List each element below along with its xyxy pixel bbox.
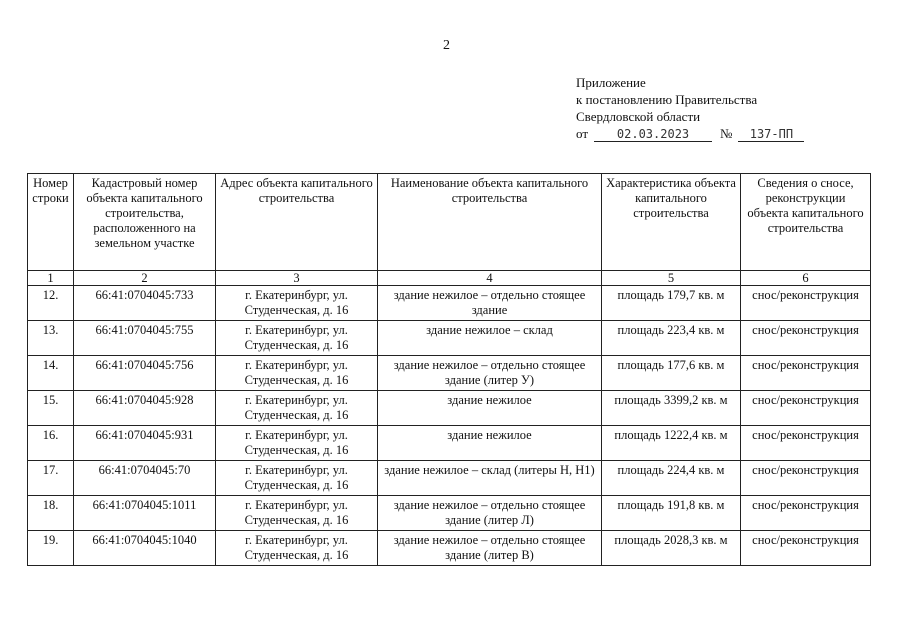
measure-cell: снос/реконструкция (741, 461, 871, 496)
row-number-cell: 15. (28, 391, 74, 426)
table-header-row (28, 174, 871, 271)
address-cell: г. Екатеринбург, ул. Студенческая, д. 16 (216, 461, 378, 496)
table-row (28, 461, 871, 496)
object-name-cell: здание нежилое (378, 391, 602, 426)
table-row (28, 426, 871, 461)
row-number-cell: 18. (28, 496, 74, 531)
measure-cell: снос/реконструкция (741, 321, 871, 356)
measure-cell: снос/реконструкция (741, 356, 871, 391)
characteristic-cell: площадь 177,6 кв. м (602, 356, 741, 391)
address-cell: г. Екатеринбург, ул. Студенческая, д. 16 (216, 356, 378, 391)
characteristic-cell: площадь 191,8 кв. м (602, 496, 741, 531)
address-cell: г. Екатеринбург, ул. Студенческая, д. 16 (216, 391, 378, 426)
page-number: 2 (443, 38, 450, 53)
cadastral-number-cell: 66:41:0704045:733 (74, 286, 216, 321)
address-cell: г. Екатеринбург, ул. Студенческая, д. 16 (216, 426, 378, 461)
row-number-cell: 17. (28, 461, 74, 496)
object-name-cell: здание нежилое – отдельно стоящее здание (378, 286, 602, 321)
characteristic-cell: площадь 179,7 кв. м (602, 286, 741, 321)
table-row (28, 321, 871, 356)
cadastral-number-cell: 66:41:0704045:931 (74, 426, 216, 461)
measure-cell: снос/реконструкция (741, 391, 871, 426)
object-name-cell: здание нежилое – отдельно стоящее здание (литер У) (378, 356, 602, 391)
characteristic-cell: площадь 2028,3 кв. м (602, 531, 741, 566)
header-demolition-info: Сведения о сносе, реконструкции объекта капитального строительства (741, 174, 871, 271)
cadastral-number-cell: 66:41:0704045:1040 (74, 531, 216, 566)
measure-cell: снос/реконструкция (741, 286, 871, 321)
cadastral-number-cell: 66:41:0704045:928 (74, 391, 216, 426)
address-cell: г. Екатеринбург, ул. Студенческая, д. 16 (216, 531, 378, 566)
object-name-cell: здание нежилое – склад (378, 321, 602, 356)
table-row (28, 531, 871, 566)
characteristic-cell: площадь 224,4 кв. м (602, 461, 741, 496)
table-body (28, 286, 871, 566)
cadastral-number-cell: 66:41:0704045:755 (74, 321, 216, 356)
row-number-cell: 12. (28, 286, 74, 321)
row-number-cell: 13. (28, 321, 74, 356)
measure-cell: снос/реконструкция (741, 531, 871, 566)
header-characteristic: Характеристика объекта капитального строительства (602, 174, 741, 271)
address-cell: г. Екатеринбург, ул. Студенческая, д. 16 (216, 496, 378, 531)
header-address: Адрес объекта капитального строительства (216, 174, 378, 271)
column-number: 2 (74, 271, 216, 286)
row-number-cell: 19. (28, 531, 74, 566)
appendix-region: Свердловской области (576, 109, 701, 124)
table-row (28, 496, 871, 531)
column-number: 6 (741, 271, 871, 286)
address-cell: г. Екатеринбург, ул. Студенческая, д. 16 (216, 321, 378, 356)
measure-cell: снос/реконструкция (741, 496, 871, 531)
characteristic-cell: площадь 1222,4 кв. м (602, 426, 741, 461)
cadastral-number-cell: 66:41:0704045:70 (74, 461, 216, 496)
column-number: 1 (28, 271, 74, 286)
measure-cell: снос/реконструкция (741, 426, 871, 461)
appendix-resolution-ref: к постановлению Правительства (576, 92, 758, 107)
header-row-number: Номер строки (28, 174, 74, 271)
column-number: 4 (378, 271, 602, 286)
table-row (28, 286, 871, 321)
column-number: 3 (216, 271, 378, 286)
header-object-name: Наименование объекта капитального строительства (378, 174, 602, 271)
appendix-date-line (576, 125, 804, 142)
row-number-cell: 16. (28, 426, 74, 461)
number-prefix: № (720, 126, 733, 141)
cadastral-number-cell: 66:41:0704045:1011 (74, 496, 216, 531)
row-number-cell: 14. (28, 356, 74, 391)
characteristic-cell: площадь 3399,2 кв. м (602, 391, 741, 426)
object-name-cell: здание нежилое (378, 426, 602, 461)
characteristic-cell: площадь 223,4 кв. м (602, 321, 741, 356)
resolution-number: 137-ПП (738, 127, 804, 142)
date-prefix: от (576, 126, 589, 141)
table-row (28, 391, 871, 426)
column-number-row (28, 271, 871, 286)
cadastral-number-cell: 66:41:0704045:756 (74, 356, 216, 391)
address-cell: г. Екатеринбург, ул. Студенческая, д. 16 (216, 286, 378, 321)
column-number: 5 (602, 271, 741, 286)
header-cadastral-number: Кадастровый номер объекта капитального строительства, расположенного на земельном участке (74, 174, 216, 271)
objects-table (27, 173, 871, 566)
appendix-block (576, 74, 804, 142)
object-name-cell: здание нежилое – склад (литеры Н, Н1) (378, 461, 602, 496)
object-name-cell: здание нежилое – отдельно стоящее здание (литер Л) (378, 496, 602, 531)
resolution-date: 02.03.2023 (594, 127, 712, 142)
object-name-cell: здание нежилое – отдельно стоящее здание (литер В) (378, 531, 602, 566)
table-row (28, 356, 871, 391)
appendix-title: Приложение (576, 75, 646, 90)
